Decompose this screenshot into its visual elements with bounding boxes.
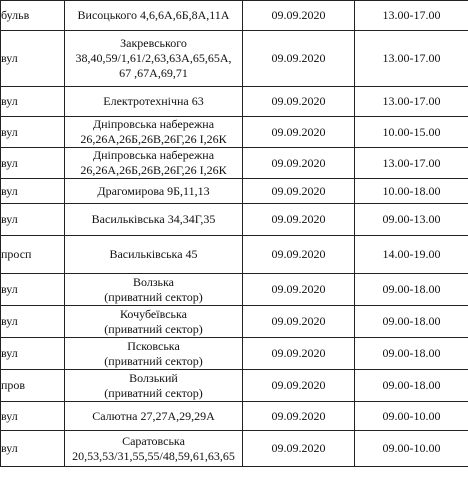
table-row <box>1 117 468 148</box>
street-type-cell: вул <box>1 31 65 87</box>
address-line: (приватний сектор) <box>104 385 203 400</box>
address-cell <box>65 87 243 117</box>
table-row <box>1 306 468 338</box>
address-line: 20,53,53/31,55,55/48,59,61,63,65 <box>72 448 235 463</box>
table-row <box>1 1 468 31</box>
address-line: Псковська <box>127 338 180 353</box>
address-line: (приватний сектор) <box>104 353 203 368</box>
date-cell: 09.09.2020 <box>243 370 355 402</box>
time-cell: 09.00-18.00 <box>355 306 468 338</box>
table-row <box>1 370 468 402</box>
table-row <box>1 338 468 370</box>
date-cell: 09.09.2020 <box>243 236 355 274</box>
address-line: 26,26А,26Б,26В,26Г,26 І,26К <box>80 163 227 177</box>
date-cell: 09.09.2020 <box>243 148 355 179</box>
table-row <box>1 274 468 306</box>
address-cell <box>65 338 243 370</box>
time-cell: 10.00-18.00 <box>355 179 468 204</box>
address-cell <box>65 402 243 431</box>
date-cell: 09.09.2020 <box>243 402 355 431</box>
address-cell <box>65 117 243 148</box>
street-type-cell: вул <box>1 402 65 431</box>
time-cell: 13.00-17.00 <box>355 31 468 87</box>
address-cell <box>65 274 243 306</box>
street-type-cell: вул <box>1 431 65 467</box>
address-line: Салютна 27,27А,29,29А <box>92 408 215 423</box>
table-row <box>1 431 468 467</box>
date-cell: 09.09.2020 <box>243 1 355 31</box>
table-row <box>1 31 468 87</box>
address-line: Електротехнічна 63 <box>103 94 204 108</box>
address-cell <box>65 31 243 87</box>
time-cell: 09.00-18.00 <box>355 370 468 402</box>
table-row <box>1 179 468 204</box>
address-line: Драгомирова 9Б,11,13 <box>97 183 210 198</box>
date-cell: 09.09.2020 <box>243 117 355 148</box>
time-cell: 14.00-19.00 <box>355 236 468 274</box>
address-line: Дніпровська набережна <box>92 148 215 162</box>
street-type-cell: вул <box>1 148 65 179</box>
time-cell: 09.00-10.00 <box>355 431 468 467</box>
table-row <box>1 148 468 179</box>
street-type-cell: вул <box>1 306 65 338</box>
time-cell: 09.00-13.00 <box>355 204 468 236</box>
address-line: 38,40,59/1,61/2,63,63А,65,65А, <box>75 51 232 65</box>
date-cell: 09.09.2020 <box>243 179 355 204</box>
address-line: Дніпровська набережна <box>92 117 215 131</box>
street-type-cell: вул <box>1 274 65 306</box>
address-cell <box>65 148 243 179</box>
watermark-logo <box>428 18 468 32</box>
address-cell <box>65 370 243 402</box>
address-cell <box>65 179 243 204</box>
address-cell <box>65 236 243 274</box>
time-cell: 09.00-18.00 <box>355 338 468 370</box>
street-type-cell: вул <box>1 204 65 236</box>
time-cell: 10.00-15.00 <box>355 117 468 148</box>
table-row <box>1 236 468 274</box>
address-line: Васильківська 34,34Г,35 <box>91 212 216 226</box>
address-cell <box>65 1 243 31</box>
street-type-cell: вул <box>1 179 65 204</box>
time-cell: 13.00-17.00 <box>355 87 468 117</box>
street-type-cell: просп <box>1 236 65 274</box>
address-line: Волзький <box>129 370 178 385</box>
time-cell: 09.00-18.00 <box>355 274 468 306</box>
address-line: Васильківська 45 <box>109 247 198 261</box>
date-cell: 09.09.2020 <box>243 431 355 467</box>
date-cell: 09.09.2020 <box>243 306 355 338</box>
date-cell: 09.09.2020 <box>243 31 355 87</box>
address-line: Висоцького 4,6,6А,6Б,8А,11А <box>77 8 230 22</box>
date-cell: 09.09.2020 <box>243 204 355 236</box>
address-line: Закревського <box>120 36 187 50</box>
street-type-cell: пров <box>1 370 65 402</box>
table-row <box>1 87 468 117</box>
address-cell <box>65 431 243 467</box>
date-cell: 09.09.2020 <box>243 87 355 117</box>
date-cell: 09.09.2020 <box>243 338 355 370</box>
address-line: (приватний сектор) <box>104 321 203 336</box>
address-line: Кочубеївська <box>120 306 187 321</box>
address-line: Саратовська <box>122 433 185 448</box>
time-cell: 13.00-17.00 <box>355 148 468 179</box>
street-type-cell: вул <box>1 338 65 370</box>
address-line: (приватний сектор) <box>104 289 203 304</box>
address-line: 67 ,67А,69,71 <box>119 66 188 80</box>
table-row <box>1 402 468 431</box>
address-cell <box>65 306 243 338</box>
address-line: Волзька <box>132 274 175 289</box>
street-type-cell: вул <box>1 87 65 117</box>
outage-table-body <box>1 1 468 467</box>
time-cell: 09.00-10.00 <box>355 402 468 431</box>
street-type-cell: бульв <box>1 1 65 31</box>
address-cell <box>65 204 243 236</box>
street-type-cell: вул <box>1 117 65 148</box>
date-cell: 09.09.2020 <box>243 274 355 306</box>
time-cell: 13.00-17.00 <box>355 1 468 31</box>
address-line: 26,26А,26Б,26В,26Г,26 І,26К <box>80 132 227 146</box>
table-row <box>1 204 468 236</box>
